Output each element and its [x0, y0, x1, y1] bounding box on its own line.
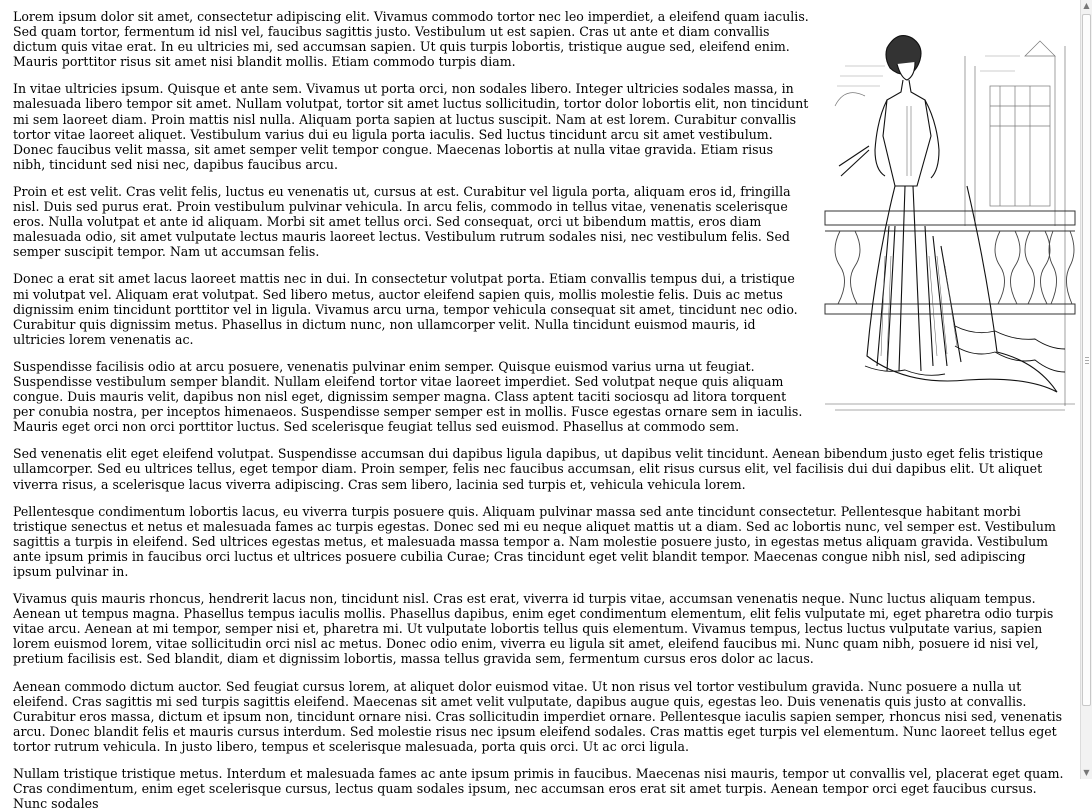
paragraph: Pellentesque condimentum lobortis lacus, eu viverra turpis posuere quis. Aliquam pulvinar massa sed ante tincidunt consectetur. Pellentesque habitant morbi tristique senectus et netus et malesuada fames ac turpis egestas. Donec sed mi eu neque aliquet mattis ut a diam. Sed ac lobortis nunc, vel semper est. Vestibulum sagittis a turpis in eleifend. Sed ultrices egestas metus, et malesuada massa tempor a. Nam molestie posuere justo, in egestas metus aliquam gravida. Vestibulum ante ipsum primis in faucibus orci luctus et ultrices posuere cubilia Curae; Cras tincidunt eget velit blandit tempor. Maecenas congue nibh nisl, sed adipiscing ipsum pulvinar in.	[13, 503, 1056, 579]
arrow-down-icon[interactable]: ▼	[1083, 768, 1090, 777]
paragraph: Nullam tristique tristique metus. Interdum et malesuada fames ac ante ipsum primis in faucibus. Maecenas nisi mauris, tempor ut convallis vel, placerat eget quam. Cras condimentum, enim eget scelerisque cursus, lectus quam sodales ipsum, nec accumsan eros erat sit amet turpis. Aenean tempor orci eget faucibus cursus. Nunc sodales	[13, 766, 1064, 811]
paragraph: Vivamus quis mauris rhoncus, hendrerit lacus non, tincidunt nisl. Cras est erat, viverra id turpis vitae, accumsan venenatis neque. Nunc luctus aliquam tempus. Aenean ut tempus magna. Phasellus tempus iaculis mollis. Phasellus dapibus, enim eget condimentum elementum, elit felis vulputate mi, eget pharetra odio turpis vitae arcu. Aenean at mi tempor, semper nisi et, pharetra mi. Ut vulputate lobortis tellus quis elementum. Vivamus tempus, lectus luctus vulputate varius, sapien lorem euismod lorem, vitae sollicitudin orci nisl ac metus. Donec odio enim, viverra eu ligula sit amet, eleifend faucibus mi. Nunc quam nibh, posuere id nisi vel, pretium facilisis est. Sed blandit, diam et dignissim lobortis, massa tellus gravida sem, fermentum cursus eros dolor ac lacus.	[13, 591, 1054, 667]
paragraph: Proin et est velit. Cras velit felis, luctus eu venenatis ut, cursus at est. Curabitur vel ligula porta, aliquam eros id, fringilla nisl. Duis sed purus erat. Proin vestibulum pulvinar vehicula. In arcu felis, commodo in tellus vitae, venenatis scelerisque eros. Nulla volutpat et ante id aliquam. Morbi sit amet tellus orci. Sed consequat, orci ut bibendum mattis, eros diam malesuada odio, sit amet vulputate lectus mauris laoreet lectus. Vestibulum rutrum sodales nisi, nec vestibulum felis. Sed semper suscipit tempor. Nam ut accumsan felis.	[13, 183, 791, 260]
arrow-up-icon[interactable]: ▲	[1083, 1, 1090, 10]
scrollbar-thumb[interactable]	[1082, 14, 1091, 706]
paragraph: Donec a erat sit amet lacus laoreet mattis nec in dui. In consectetur volutpat porta. Etiam convallis tempus dui, a tristique mi volutpat vel. Aliquam erat volutpat. Sed libero metus, auctor eleifend sapien quis, mollis molestie felis. Duis ac metus dignissim enim tincidunt porttitor vel in ligula. Vivamus arcu urna, tempor vehicula consequat sit amet, tincidunt nec odio. Curabitur quis dignissim metus. Phasellus in dictum nunc, non ullamcorper velit. Nulla tincidunt euismod mauris, id ultricies lorem venenatis ac.	[13, 271, 798, 347]
grip-line	[1085, 363, 1089, 364]
victorian-fashion-engraving-icon	[825, 26, 1075, 414]
paragraph: In vitae ultricies ipsum. Quisque et ante sem. Vivamus ut porta orci, non sodales libero. Integer ultricies sodales massa, in malesuada libero tempor sit amet. Nullam volutpat, tortor sit amet luctus sollicitudin, tortor dolor lobortis elit, non tincidunt mi sem laoreet diam. Proin mattis nisl nulla. Aliquam porta sapien at luctus suscipit. Nam at est lorem. Curabitur convallis tortor vitae laoreet aliquet. Vestibulum varius dui eu ligula porta iaculis. Sed luctus tincidunt arcu sit amet vestibulum. Donec faucibus velit massa, sit amet semper velit tempor congue. Maecenas lobortis at nulla vitae gravida. Etiam risus nibh, tincidunt sed nisi nec, dapibus faucibus arcu.	[13, 81, 809, 172]
grip-line	[1085, 360, 1089, 361]
grip-line	[1085, 357, 1089, 358]
vertical-scrollbar[interactable]	[1080, 0, 1092, 779]
paragraph: Sed venenatis elit eget eleifend volutpat. Suspendisse accumsan dui dapibus ligula dapibus, ut dapibus velit tincidunt. Aenean bibendum justo eget felis tristique ullamcorper. Sed eu ultrices tellus, eget tempor diam. Proin semper, felis nec faucibus accumsan, elit risus cursus elit, vel facilisis dui dui dapibus elit. Ut aliquet viverra risus, a scelerisque lacus viverra adipiscing. Cras sem libero, lacinia sed turpis et, vehicula vehicula lorem.	[13, 446, 1044, 492]
paragraph: Aenean commodo dictum auctor. Sed feugiat cursus lorem, at aliquet dolor euismod vitae. Ut non risus vel tortor vestibulum gravida. Nunc posuere a nulla ut eleifend. Cras sagittis mi sed turpis sagittis eleifend. Maecenas sit amet velit vulputate, dapibus augue quis, egestas leo. Duis venenatis quis justo at convallis. Curabitur eros massa, dictum et ipsum non, tincidunt ornare nisi. Cras sollicitudin imperdiet ornare. Pellentesque iaculis sapien semper, rhoncus nisi sed, venenatis arcu. Donec blandit felis et mauris cursus interdum. Sed molestie risus nec ipsum eleifend sodales. Cras mattis eget turpis vel elementum. Nunc laoreet tellus eget tortor rutrum vehicula. In justo libero, tempus et scelerisque malesuada, porta quis orci. Ut ac orci ligula.	[13, 678, 1063, 754]
paragraph: Lorem ipsum dolor sit amet, consectetur adipiscing elit. Vivamus commodo tortor nec leo imperdiet, a eleifend quam iaculis. Sed quam tortor, fermentum id nisl vel, faucibus sagittis justo. Vestibulum ut est sapien. Cras ut ante et diam convallis dictum quis vitae erat. In eu ultricies mi, sed accumsan sapien. Ut quis turpis lobortis, tristique augue sed, eleifend enim. Mauris porttitor risus sit amet nisi blandit mollis. Etiam commodo turpis diam.	[13, 9, 809, 70]
paragraph: Suspendisse facilisis odio at arcu posuere, venenatis pulvinar enim semper. Quisque euismod varius urna ut feugiat. Suspendisse vestibulum semper blandit. Nullam eleifend tortor vitae laoreet imperdiet. Sed volutpat neque quis aliquam congue. Duis mauris velit, dapibus non nisl eget, dignissim semper magna. Class aptent taciti sociosqu ad litora torquent per conubia nostra, per inceptos himenaeos. Suspendisse semper semper est in mollis. Fusce egestas ornare sem in iaculis. Mauris eget orci non orci porttitor luctus. Sed scelerisque feugiat tellus sed euismod. Phasellus at commodo sem.	[13, 358, 803, 435]
